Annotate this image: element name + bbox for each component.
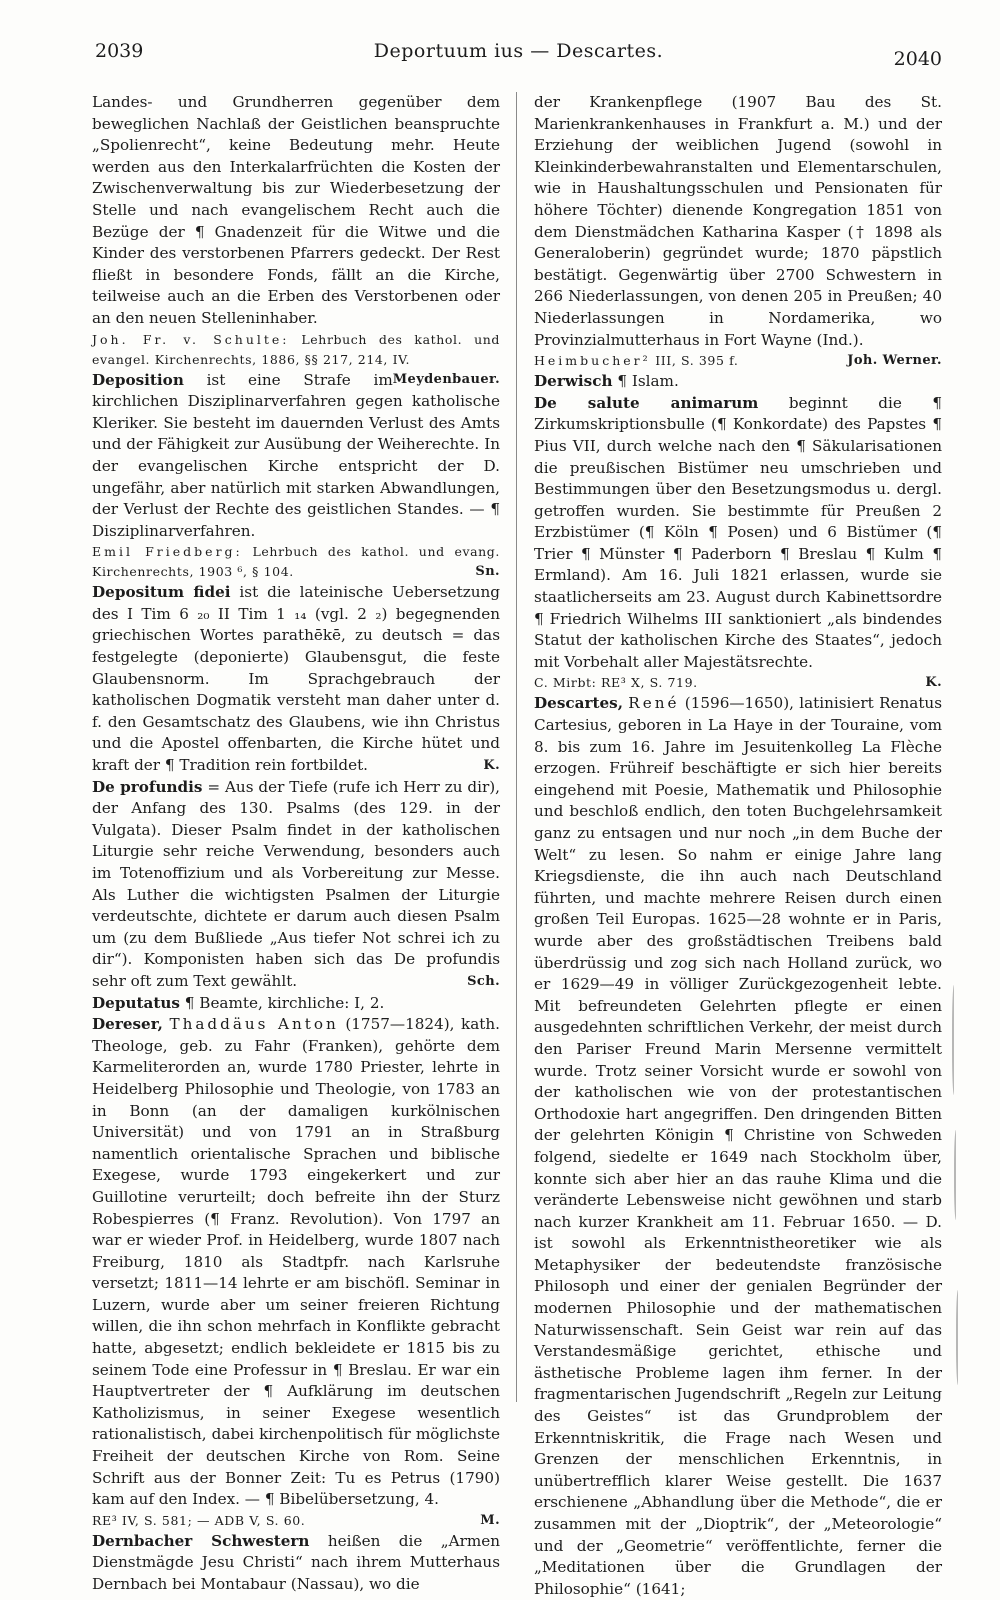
running-head: [95, 36, 942, 76]
entry-text: ist eine Strafe im kirchlichen Disziplinarverfahren gegen katholische Kleriker. Sie besteht im dauernden Verlust des Amts und der Fähigkeit zur Ausübung der Weiherechte. In der evangelischen Kirche entspricht der D. ungefähr, aber natürlich mit starken Abwandlungen, der Verlust der Rechte des geistlichen Standes. — ¶ Disziplinarverfahren.: [92, 370, 500, 540]
entry-depositum-fidei: [92, 582, 500, 776]
entry-text: ist die lateinische Uebersetzung des I Tim 6 ₂₀ II Tim 1 ₁₄ (vgl. 2 ₂) begegnenden griechischen Wortes parathēkē, zu deutsch = das festgelegte (deponierte) Glaubensgut, die feste Glaubensnorm. Im Sprachgebrauch der katholischen Dogmatik versteht man daher unter d. f. den Gesamtschatz des Glaubens, wie ihn Christus und die Apostel offenbarten, die Kirche hütet und kraft der ¶ Tradition rein fortbildet.: [92, 583, 500, 775]
entry-person-name: Thaddäus Anton: [169, 1015, 339, 1034]
entry-text: = Aus der Tiefe (rufe ich Herr zu dir), der Anfang des 130. Psalms (des 129. in der Vulgata). Dieser Psalm findet in der katholischen Liturgie sehr reiche Verwendung, besonders auch im Totenoffizium und als Vorbereitung zur Messe. Als Luther die wichtigsten Psalmen der Liturgie verdeutschte, dichtete er darum auch diesen Psalm um (zu dem Bußliede „Aus tiefer Not schrei ich zu dir“). Komponisten haben sich das De profundis sehr oft zum Text gewählt.: [92, 777, 501, 990]
pencil-margin-mark: [952, 985, 957, 1095]
page-number-right: 2040: [893, 48, 942, 70]
entry-text: beginnt die ¶ Zirkumskriptionsbulle (¶ Konkordate) des Papstes ¶ Pius VII, durch welche nach den ¶ Säkularisationen die preußischen Bistümer neu umschrieben und Bestimmungen über den Besetzungsmodus u. dergl. getroffen wurden. Sie bestimmte für Preußen 2 Erzbistümer (¶ Köln ¶ Posen) und 6 Bistümer (¶ Trier ¶ Münster ¶ Paderborn ¶ Breslau ¶ Kulm ¶ Ermland). Am 16. Juli 1821 erlassen, wurde sie staatlicherseits am 23. August durch Kabinettsordre ¶ Friedrich Wilhelms III sanktioniert „als bindendes Statut der katholischen Kirche des Staates“, jedoch mit Vorbehalt aller Majestätsrechte.: [534, 393, 942, 671]
running-title: Deportuum ius — Descartes.: [373, 40, 664, 62]
entry-text: heißen die „Armen Dienstmägde Jesu Christi“ nach ihrem Mutterhaus Dernbach bei Montabaur (Nassau), wo die: [92, 1531, 500, 1593]
entry-dernbacher-schwestern: [92, 1531, 500, 1596]
entry-de-salute-animarum: [534, 393, 942, 674]
reference-line: [534, 673, 942, 693]
entry-deposition: [92, 370, 500, 543]
reference-text: Lehrbuch des kathol. und evang. Kirchenrechts, 1903 ⁶, § 104.: [92, 544, 500, 580]
entry-descartes: [534, 693, 942, 1600]
pencil-margin-mark: [954, 1130, 959, 1220]
reference-line: [92, 1511, 500, 1531]
author-signature: Joh. Werner.: [847, 353, 942, 369]
entry-derwisch: [534, 371, 942, 393]
entry-headword: De profundis: [92, 777, 203, 796]
reference-text: Lehrbuch des kathol. und evangel. Kirchenrechts, 1886, §§ 217, 214, IV.: [92, 331, 500, 367]
author-signature: K.: [483, 758, 500, 774]
reference-text: C. Mirbt: RE³ X, S. 719.: [534, 675, 698, 691]
author-signature: Meydenbauer.: [392, 371, 500, 387]
reference-author: Emil Friedberg:: [92, 544, 243, 560]
entry-headword: Depositum fidei: [92, 583, 231, 602]
entry-deputatus: [92, 993, 500, 1015]
entry-headword: Derwisch: [534, 372, 613, 391]
author-signature: M.: [480, 1512, 500, 1528]
entry-de-profundis: [92, 777, 500, 993]
entry-continuation-text: der Krankenpflege (1907 Bau des St. Marienkrankenhauses in Frankfurt a. M.) und der Erziehung der weiblichen Jugend (sowohl in Kleinkinderbewahranstalten und Elementarschulen, wie in Haushaltungsschulen und Pensionaten für höhere Töchter) dienende Kongregation 1851 von dem Dienstmädchen Katharina Kasper († 1898 als Generaloberin) gegründet wurde; 1870 päpstlich bestätigt. Gegenwärtig über 2700 Schwestern in 266 Niederlassungen, von denen 205 in Preußen; 40 Niederlassungen in Nordamerika, wo Provinzialmutterhaus in Fort Wayne (Ind.).: [534, 93, 942, 349]
reference-line: [92, 542, 500, 582]
reference-author: Heimbucher²: [534, 353, 651, 369]
author-signature: Sch.: [467, 973, 500, 989]
reference-text: RE³ IV, S. 581; — ADB V, S. 60.: [92, 1512, 306, 1528]
entry-headword: De salute animarum: [534, 393, 759, 412]
entry-dereser: [92, 1014, 500, 1511]
entry-headword: Deputatus: [92, 993, 180, 1012]
entry-headword: Dernbacher Schwestern: [92, 1531, 310, 1550]
entry-text: ¶ Islam.: [617, 372, 679, 391]
right-column: [534, 92, 942, 1600]
entry-continuation-text: Landes- und Grundherren gegenüber dem beweglichen Nachlaß der Geistlichen beanspruchte „Spolienrecht“, keine Bedeutung mehr. Heute werden aus den Interkalarfrüchten die Kosten der Zwischenverwaltung bis zur Wiederbesetzung der Stelle und nach evangelischem Recht auch die Bezüge der ¶ Gnadenzeit für die Witwe und die Kinder des verstorbenen Pfarrers gedeckt. Der Rest fließt in besondere Fonds, fällt an die Kirche, teilweise auch an die Erben des Verstorbenen oder an den neuen Stelleninhaber.: [92, 93, 500, 327]
column-divider: [516, 92, 517, 1402]
entry-headword: Deposition: [92, 370, 184, 389]
entry-text: (1757—1824), kath. Theologe, geb. zu Fahr (Franken), gehörte dem Karmeliterorden an, wurde 1780 Priester, lehrte in Heidelberg Philosophie und Theologie, von 1783 an in Bonn (an der damaligen kurkölnischen Universität) und von 1791 an in Straßburg namentlich orientalische Sprachen und biblische Exegese, wurde 1793 eingekerkert und zur Guillotine verurteilt; doch befreite ihn der Sturz Robespierres (¶ Franz. Revolution). Von 1797 an war er wieder Prof. in Heidelberg, wurde 1807 nach Freiburg, 1810 als Stadtpfr. nach Karlsruhe versetzt; 1811—14 lehrte er am bischöfl. Seminar in Luzern, wurde aber um seiner freieren Richtung willen, die ihn schon mehrfach in Konflikte gebracht hatte, abgesetzt; endlich bekleidete er 1815 bis zu seinem Tode eine Professur in ¶ Breslau. Er war ein Hauptvertreter der ¶ Aufklärung im deutschen Katholizismus, in seiner Exegese wesentlich rationalistisch, dabei kirchenpolitisch für möglichste Freiheit der deutschen Kirche von Rom. Seine Schrift aus der Bonner Zeit: Tu es Petrus (1790) kam auf den Index. — ¶ Bibelübersetzung, 4.: [92, 1015, 500, 1509]
entry-text: (1596—1650), latinisiert Renatus Cartesius, geboren in La Haye in der Touraine, vom 8. bis zum 16. Jahre im Jesuitenkolleg La Flèche erzogen. Frühreif beschäftigte er sich hier bereits eingehend mit Poesie, Mathematik und Philosophie und beschloß endlich, den toten Buchgelehrsamkeit ganz zu entsagen und nur noch „in dem Buche der Welt“ zu lesen. So nahm er einige Jahre lang Kriegsdienste, die ihn auch nach Deutschland führten, und machte mehrere Reisen durch einen großen Teil Europas. 1625—28 wohnte er in Paris, wurde aber des großstädtischen Treibens bald überdrüssig und zog sich nach Holland zurück, wo er 1629—49 in völliger Zurückgezogenheit lebte. Mit befreundeten Gelehrten pflegte er einen ausgedehnten schriftlichen Verkehr, der meist durch den Pariser Freund Marin Mersenne vermittelt wurde. Trotz seiner Vorsicht wurde er sowohl von der katholischen wie von der protestantischen Orthodoxie hart angegriffen. Den dringenden Bitten der gelehrten Königin ¶ Christine von Schweden folgend, siedelte er 1649 nach Stockholm über, konnte sich aber hier an das rauhe Klima und die veränderte Lebensweise nicht gewöhnen und starb nach kurzer Krankheit am 11. Februar 1650. — D. ist sowohl als Erkenntnistheoretiker wie als Metaphysiker der bedeutendste französische Philosoph und einer der genialen Begründer der modernen Philosophie und der mathematischen Naturwissenschaft. Sein Geist war rein auf das Verstandesmäßige gerichtet, ethische und ästhetische Probleme lagen ihm ferner. In der fragmentarischen Jugendschrift „Regeln zur Leitung des Geistes“ ist das Grundproblem der Erkenntniskritik, die Frage nach Wesen und Grenzen der menschlichen Erkenntnis, in unübertrefflich klarer Weise gestellt. Die 1637 erschienene „Abhandlung über die Methode“, die er zusammen mit der „Dioptrik“, der „Meteorologie“ und der „Geometrie“ veröffentlichte, ferner die „Meditationen über die Grundlagen der Philosophie“ (1641;: [534, 694, 943, 1598]
entry-text: ¶ Beamte, kirchliche: I, 2.: [184, 993, 385, 1012]
reference-author: Joh. Fr. v. Schulte:: [92, 331, 290, 347]
left-column: [92, 92, 500, 1596]
entry-headword: Descartes,: [534, 694, 623, 713]
reference-text: III, S. 395 f.: [655, 353, 739, 369]
page-number-left: 2039: [95, 40, 144, 62]
entry-headword: Dereser,: [92, 1015, 163, 1034]
reference-line: [534, 351, 942, 371]
author-signature: Sn.: [475, 564, 500, 580]
author-signature: K.: [925, 675, 942, 691]
entry-person-name: René: [628, 694, 680, 713]
pencil-margin-mark: [956, 1290, 961, 1385]
